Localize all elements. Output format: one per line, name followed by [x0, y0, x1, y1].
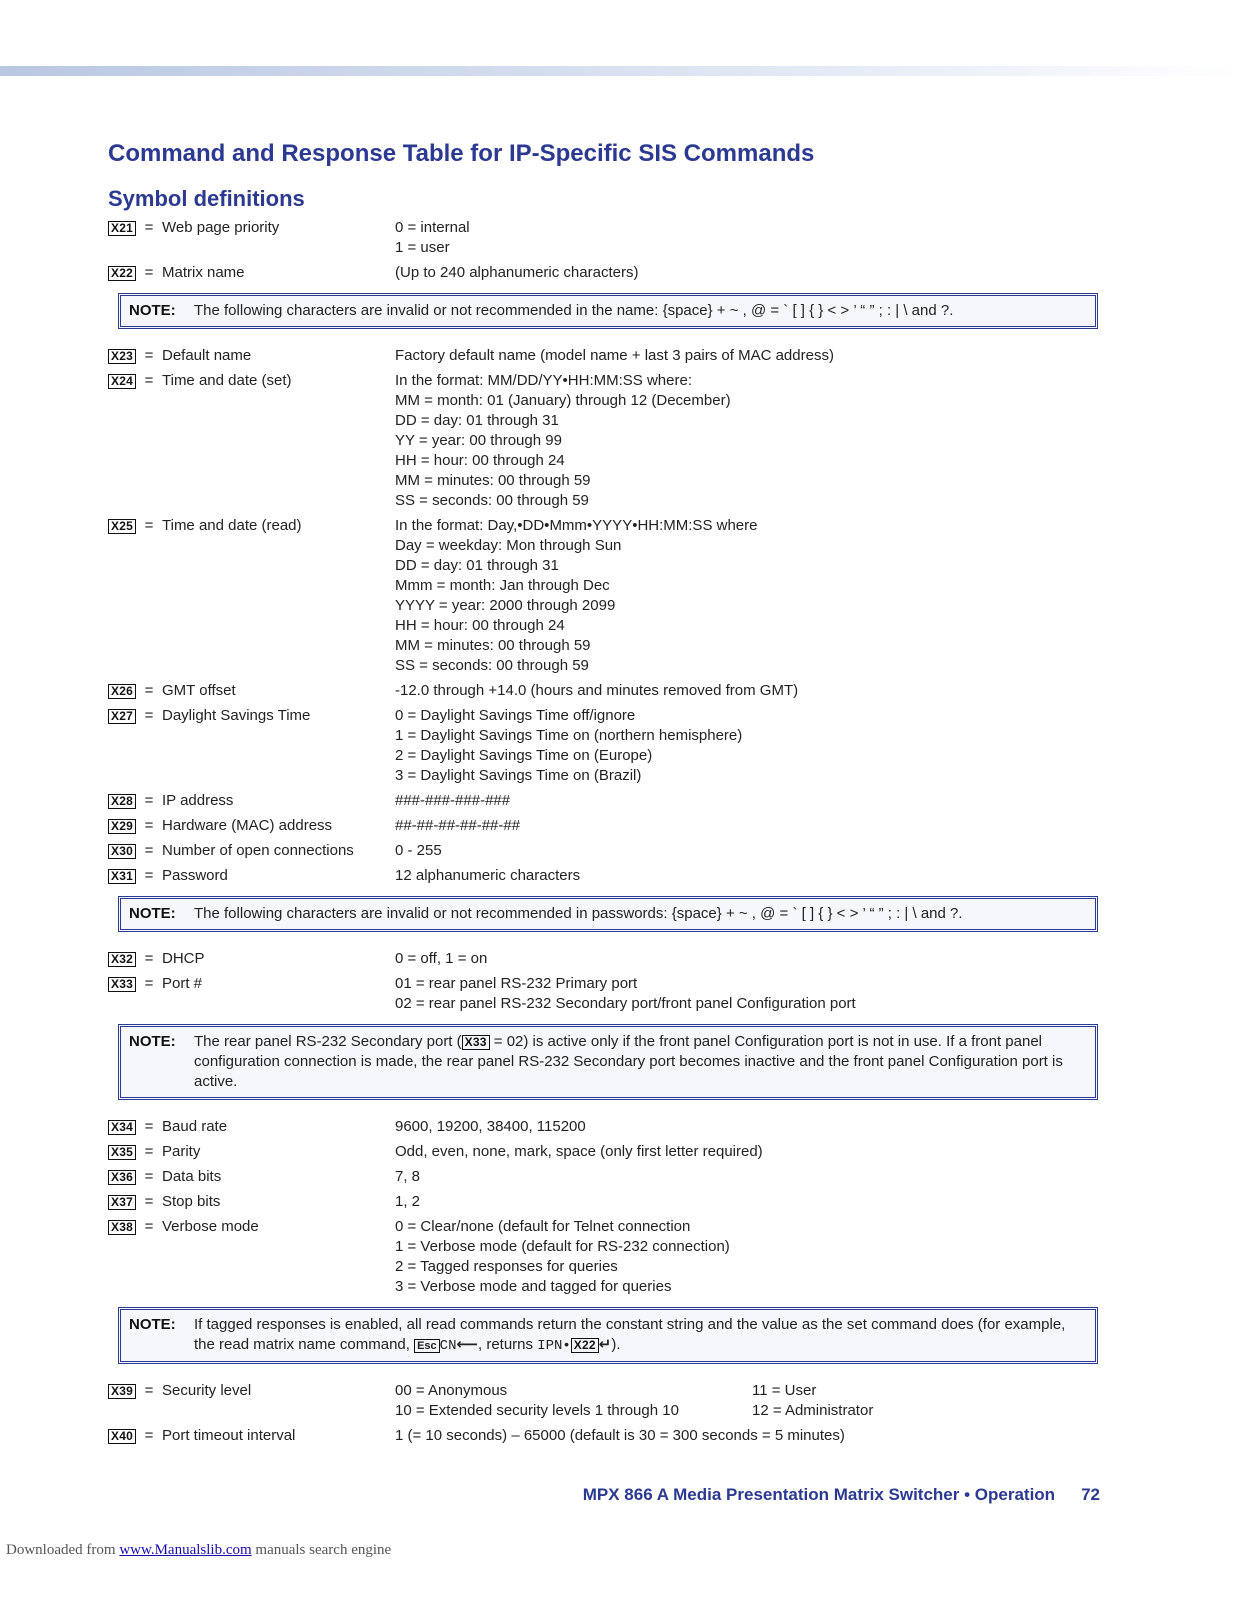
equals-sign: =	[144, 867, 154, 884]
definition-name: Password	[162, 867, 228, 884]
note-text-part: ).	[611, 1336, 621, 1353]
value-line: 3 = Verbose mode and tagged for queries	[395, 1278, 672, 1295]
equals-sign: =	[144, 517, 154, 534]
definition-name: DHCP	[162, 950, 205, 967]
definition-row	[108, 949, 1118, 969]
manualslib-link[interactable]: www.Manualslib.com	[119, 1542, 252, 1558]
note-text	[194, 1032, 1085, 1092]
note-invalid-password-chars	[118, 896, 1098, 932]
value-line: ##-##-##-##-##-##	[395, 817, 521, 834]
definition-value	[395, 1217, 1118, 1297]
note-invalid-name-chars	[118, 293, 1098, 329]
definition-name: Security level	[162, 1382, 252, 1399]
definition-value	[395, 1142, 1118, 1162]
return-arrow-icon: ⟵	[456, 1336, 478, 1353]
value-line: In the format: Day,•DD•Mmm•YYYY•HH:MM:SS where	[395, 517, 758, 534]
footer-title: MPX 866 A Media Presentation Matrix Switcher • Operation	[582, 1485, 1056, 1504]
definition-row	[108, 1117, 1118, 1137]
symbol-box: X31	[108, 869, 136, 884]
symbol-box: X29	[108, 819, 136, 834]
value-line: YY = year: 00 through 99	[395, 432, 562, 449]
equals-sign: =	[144, 682, 154, 699]
note-text-part: If tagged responses is enabled, all read commands return the constant string and the value as the set command does (for example, the read matrix name command,	[194, 1316, 1066, 1353]
equals-sign: =	[144, 347, 154, 364]
note-tagged-responses	[118, 1307, 1098, 1364]
value-line: DD = day: 01 through 31	[395, 412, 559, 429]
definitions-group-d	[108, 1117, 1118, 1297]
equals-sign: =	[144, 1143, 154, 1160]
esc-key-box: Esc	[414, 1339, 440, 1353]
definition-value	[395, 866, 1118, 886]
value-line: HH = hour: 00 through 24	[395, 452, 565, 469]
definition-name: IP address	[162, 792, 234, 809]
value-line: 11 = User	[752, 1382, 817, 1399]
equals-sign: =	[144, 792, 154, 809]
equals-sign: =	[144, 1193, 154, 1210]
value-line: 0 = internal	[395, 219, 470, 236]
definition-row	[108, 816, 1118, 836]
definition-value: 1 (= 10 seconds) – 65000 (default is 30 = 300 seconds = 5 minutes)	[395, 1427, 845, 1444]
note-text	[194, 1315, 1085, 1356]
value-line: Mmm = month: Jan through Dec	[395, 577, 610, 594]
value-line: ###-###-###-###	[395, 792, 511, 809]
equals-sign: =	[144, 950, 154, 967]
value-line: 12 = Administrator	[752, 1402, 874, 1419]
security-col-1	[395, 1381, 752, 1421]
return-arrow-icon: ↵	[598, 1336, 612, 1353]
note-text-part: , returns	[478, 1336, 538, 1353]
definition-row	[108, 791, 1118, 811]
value-line: 9600, 19200, 38400, 115200	[395, 1118, 586, 1135]
definition-value	[395, 1167, 1118, 1187]
definition-value	[395, 371, 1118, 511]
definition-value	[395, 263, 1118, 283]
symbol-box: X33	[108, 977, 136, 992]
definition-name: GMT offset	[162, 682, 236, 699]
definition-name: Stop bits	[162, 1193, 221, 1210]
note-label: NOTE:	[129, 302, 176, 319]
equals-sign: =	[144, 219, 154, 236]
definition-row	[108, 681, 1118, 701]
value-line: 1 = Verbose mode (default for RS-232 connection)	[395, 1238, 730, 1255]
symbol-box: X39	[108, 1384, 136, 1399]
definition-value	[395, 1381, 1118, 1421]
download-prefix: Downloaded from	[6, 1542, 120, 1558]
security-col-2	[752, 1381, 873, 1421]
equals-sign: =	[144, 842, 154, 859]
equals-sign: =	[144, 1118, 154, 1135]
definition-name: Parity	[162, 1143, 201, 1160]
definition-value	[395, 1117, 1118, 1137]
equals-sign: =	[144, 1382, 154, 1399]
value-line: 2 = Daylight Savings Time on (Europe)	[395, 747, 653, 764]
definitions-group-b	[108, 346, 1118, 886]
value-line: 2 = Tagged responses for queries	[395, 1258, 618, 1275]
definition-value	[395, 974, 1118, 1014]
symbol-box: X30	[108, 844, 136, 859]
symbol-box: X21	[108, 221, 136, 236]
note-secondary-port	[118, 1024, 1098, 1100]
symbol-box: X40	[108, 1429, 136, 1444]
symbol-box: X36	[108, 1170, 136, 1185]
value-line: DD = day: 01 through 31	[395, 557, 559, 574]
value-line: Factory default name (model name + last 3 pairs of MAC address)	[395, 347, 834, 364]
definitions-content	[108, 218, 1118, 1451]
definition-row	[108, 1192, 1118, 1212]
value-line: Odd, even, none, mark, space (only first letter required)	[395, 1143, 763, 1160]
definitions-group-a	[108, 218, 1118, 283]
section-title: Symbol definitions	[108, 186, 305, 211]
value-line: 1 = Daylight Savings Time on (northern hemisphere)	[395, 727, 743, 744]
value-line: -12.0 through +14.0 (hours and minutes removed from GMT)	[395, 682, 799, 699]
equals-sign: =	[144, 1168, 154, 1185]
definition-row	[108, 1217, 1118, 1297]
definition-value	[395, 841, 1118, 861]
symbol-box: X22	[571, 1338, 599, 1353]
definition-name: Time and date (set)	[162, 372, 292, 389]
definition-name: Hardware (MAC) address	[162, 817, 333, 834]
equals-sign: =	[144, 264, 154, 281]
definition-value	[395, 516, 1118, 676]
value-line: 1 = user	[395, 239, 450, 256]
definition-value	[395, 791, 1118, 811]
symbol-box: X22	[108, 266, 136, 281]
definition-row	[108, 866, 1118, 886]
symbol-box: X25	[108, 519, 136, 534]
equals-sign: =	[144, 817, 154, 834]
symbol-box: X38	[108, 1220, 136, 1235]
symbol-box: X34	[108, 1120, 136, 1135]
symbol-box: X26	[108, 684, 136, 699]
value-line: Day = weekday: Mon through Sun	[395, 537, 622, 554]
symbol-box: X35	[108, 1145, 136, 1160]
value-line: In the format: MM/DD/YY•HH:MM:SS where:	[395, 372, 692, 389]
definition-value	[395, 816, 1118, 836]
definition-name: Time and date (read)	[162, 517, 302, 534]
definition-row	[108, 218, 1118, 258]
definition-name: Number of open connections	[162, 842, 354, 859]
definition-row	[108, 1167, 1118, 1187]
definition-name: Verbose mode	[162, 1218, 259, 1235]
definition-name: Matrix name	[162, 264, 245, 281]
definition-row	[108, 516, 1118, 676]
value-line: 3 = Daylight Savings Time on (Brazil)	[395, 767, 642, 784]
symbol-box: X27	[108, 709, 136, 724]
value-line: 0 = Daylight Savings Time off/ignore	[395, 707, 636, 724]
value-line: (Up to 240 alphanumeric characters)	[395, 264, 639, 281]
page-footer	[583, 1485, 1100, 1505]
definition-name: Default name	[162, 347, 252, 364]
definition-row	[108, 346, 1118, 366]
definition-name: Web page priority	[162, 219, 280, 236]
value-line: MM = minutes: 00 through 59	[395, 637, 591, 654]
definition-name: Port timeout interval	[162, 1427, 296, 1444]
value-line: 0 - 255	[395, 842, 442, 859]
value-line: MM = month: 01 (January) through 12 (December)	[395, 392, 731, 409]
definition-value	[395, 949, 1118, 969]
definition-value	[395, 1192, 1118, 1212]
definition-name: Daylight Savings Time	[162, 707, 311, 724]
symbol-box: X33	[462, 1035, 490, 1050]
symbol-box: X28	[108, 794, 136, 809]
page-number: 72	[1081, 1485, 1100, 1504]
value-line: 12 alphanumeric characters	[395, 867, 581, 884]
download-suffix: manuals search engine	[251, 1542, 392, 1558]
definition-name: Data bits	[162, 1168, 222, 1185]
value-line: 02 = rear panel RS-232 Secondary port/front panel Configuration port	[395, 995, 856, 1012]
header-gradient-bar	[0, 66, 1237, 76]
definition-row	[108, 1142, 1118, 1162]
equals-sign: =	[144, 707, 154, 724]
definition-value	[395, 681, 1118, 701]
value-line: 10 = Extended security levels 1 through 10	[395, 1402, 679, 1419]
definition-name: Baud rate	[162, 1118, 228, 1135]
note-text-part: The rear panel RS-232 Secondary port (	[194, 1033, 462, 1050]
definitions-group-c	[108, 949, 1118, 1014]
value-line: 0 = off, 1 = on	[395, 950, 488, 967]
equals-sign: =	[144, 1427, 154, 1444]
response-code: IPN•	[537, 1338, 571, 1354]
note-label: NOTE:	[129, 905, 176, 922]
page-title: Command and Response Table for IP-Specific SIS Commands	[108, 140, 815, 167]
definition-row-timeout	[108, 1426, 1118, 1446]
definition-value	[395, 346, 1118, 366]
definition-row	[108, 263, 1118, 283]
value-line: MM = minutes: 00 through 59	[395, 472, 591, 489]
symbol-box: X37	[108, 1195, 136, 1210]
definition-value	[395, 706, 1118, 786]
equals-sign: =	[144, 975, 154, 992]
note-text: The following characters are invalid or not recommended in passwords: {space} + ~ , @ = ` [ ] { } < > ’ “ ” ; : | \ and ?.	[194, 905, 963, 922]
value-line: HH = hour: 00 through 24	[395, 617, 565, 634]
equals-sign: =	[144, 372, 154, 389]
definition-value	[395, 218, 1118, 258]
download-attribution	[6, 1542, 391, 1559]
value-line: 0 = Clear/none (default for Telnet connection	[395, 1218, 691, 1235]
value-line: 00 = Anonymous	[395, 1382, 508, 1399]
value-line: 7, 8	[395, 1168, 421, 1185]
value-line: YYYY = year: 2000 through 2099	[395, 597, 616, 614]
definition-row	[108, 974, 1118, 1014]
value-line: 01 = rear panel RS-232 Primary port	[395, 975, 638, 992]
note-text-part: = 02) is active only if the front panel Configuration port is not in use. If a front panel configuration connection is made, the rear panel RS-232 Secondary port becomes inactive and the front panel Configuration port is active.	[194, 1033, 1063, 1090]
note-text: The following characters are invalid or not recommended in the name: {space} + ~ , @ = ` [ ] { } < > ’ “ ” ; : | \ and ?.	[194, 302, 954, 319]
definition-row	[108, 841, 1118, 861]
symbol-box: X32	[108, 952, 136, 967]
symbol-box: X24	[108, 374, 136, 389]
symbol-box: X23	[108, 349, 136, 364]
definition-row	[108, 371, 1118, 511]
definition-row-security	[108, 1381, 1118, 1421]
note-label: NOTE:	[129, 1033, 176, 1050]
value-line: SS = seconds: 00 through 59	[395, 657, 589, 674]
equals-sign: =	[144, 1218, 154, 1235]
definition-row	[108, 706, 1118, 786]
command-code: CN	[439, 1338, 457, 1354]
definition-name: Port #	[162, 975, 203, 992]
value-line: SS = seconds: 00 through 59	[395, 492, 589, 509]
value-line: 1, 2	[395, 1193, 421, 1210]
note-label: NOTE:	[129, 1316, 176, 1333]
